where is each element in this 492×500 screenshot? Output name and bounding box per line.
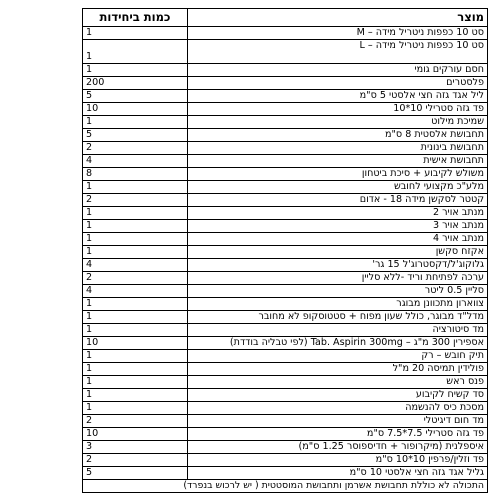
item-cell: תחבושת אישית xyxy=(188,155,488,168)
quantity-cell: 5 xyxy=(83,129,188,142)
quantity-cell: 1 xyxy=(83,363,188,376)
quantity-cell: 1 xyxy=(83,220,188,233)
table-row xyxy=(83,298,488,311)
item-cell: משולש לקיבוע + סיכת ביטחון xyxy=(188,168,488,181)
item-cell: צווארון מתכוונן מבוגר xyxy=(188,298,488,311)
table-row xyxy=(83,311,488,324)
table-row xyxy=(83,285,488,298)
header-quantity: כמות ביחידות xyxy=(83,9,188,27)
quantity-cell: 2 xyxy=(83,454,188,467)
quantity-cell: 10 xyxy=(83,103,188,116)
quantity-cell: 1 xyxy=(83,298,188,311)
quantity-cell: 1 xyxy=(83,311,188,324)
quantity-cell: 5 xyxy=(83,90,188,103)
equipment-sheet xyxy=(82,8,487,493)
table-row xyxy=(83,259,488,272)
item-cell: חסם עורקים גומי xyxy=(188,64,488,77)
footer-note: התכולה לא כוללת תחבושת אשרמן ותחבושת המוסטטית ( יש לרכוש בנפרד) xyxy=(83,480,488,493)
item-cell: פד גזה סטרילי 7.5*7.5 ס"מ xyxy=(188,428,488,441)
quantity-cell: 4 xyxy=(83,285,188,298)
quantity-cell: 1 xyxy=(83,350,188,363)
table-body xyxy=(83,27,488,493)
item-cell: גליל אגד גזה חצי אלסטי 10 ס"מ xyxy=(188,467,488,480)
table-row xyxy=(83,181,488,194)
item-cell: מד חום דיגיטלי xyxy=(188,415,488,428)
item-cell: אקזח סקשן xyxy=(188,246,488,259)
table-row xyxy=(83,246,488,259)
item-cell: ליל אגד גזה חצי אלסטי 5 ס"מ xyxy=(188,90,488,103)
quantity-cell: 1 xyxy=(83,116,188,129)
quantity-cell: 1 xyxy=(83,27,188,40)
item-cell: פד גזה סטרילי 10*10 xyxy=(188,103,488,116)
table-row xyxy=(83,467,488,480)
item-cell: מסכת כיס להנשמה xyxy=(188,402,488,415)
item-cell: אספירין 300 מ"ג – Tab. Aspirin 300mg (לפי טבליה בודדת) xyxy=(188,337,488,350)
item-cell: פלסטרים xyxy=(188,77,488,90)
equipment-table xyxy=(82,8,488,493)
table-row xyxy=(83,337,488,350)
item-cell: תחבושת אלסטית 8 ס"מ xyxy=(188,129,488,142)
quantity-cell: 2 xyxy=(83,142,188,155)
item-cell: סליין 0.5 ליטר xyxy=(188,285,488,298)
quantity-cell: 4 xyxy=(83,259,188,272)
table-row xyxy=(83,363,488,376)
table-row xyxy=(83,103,488,116)
quantity-cell: 2 xyxy=(83,272,188,285)
table-row xyxy=(83,90,488,103)
table-row xyxy=(83,155,488,168)
table-row xyxy=(83,272,488,285)
item-cell: מדל"ד מבוגר, כולל שעון מפוח + סטטוסקופ לא מחובר xyxy=(188,311,488,324)
item-cell: מלע"כ מקצועי לחובש xyxy=(188,181,488,194)
item-cell: פד וזלין/פרפין 10*10 ס"מ xyxy=(188,454,488,467)
quantity-cell: 1 xyxy=(83,233,188,246)
quantity-cell: 1 xyxy=(83,324,188,337)
item-cell: פולידין תמיסה 20 מ"ל xyxy=(188,363,488,376)
quantity-cell: 200 xyxy=(83,77,188,90)
quantity-cell: 1 xyxy=(83,246,188,259)
header-item: מוצר xyxy=(188,9,488,27)
table-row xyxy=(83,441,488,454)
quantity-cell: 1 xyxy=(83,376,188,389)
item-cell: שמיכת מילוט xyxy=(188,116,488,129)
item-cell: קטטר לסקשן מידה 18 - אדום xyxy=(188,194,488,207)
table-row xyxy=(83,233,488,246)
quantity-cell: 1 xyxy=(83,40,188,64)
item-cell: מנתב אויר 2 xyxy=(188,207,488,220)
table-row xyxy=(83,142,488,155)
quantity-cell: 3 xyxy=(83,441,188,454)
table-row xyxy=(83,415,488,428)
table-row xyxy=(83,389,488,402)
quantity-cell: 1 xyxy=(83,181,188,194)
table-row xyxy=(83,428,488,441)
quantity-cell: 8 xyxy=(83,168,188,181)
table-row xyxy=(83,27,488,40)
quantity-cell: 1 xyxy=(83,64,188,77)
item-cell: גלוקוג'ל/דקסטרוג'ל 15 גר' xyxy=(188,259,488,272)
item-cell: מד סיטורציה xyxy=(188,324,488,337)
item-cell: מנתב אויר 3 xyxy=(188,220,488,233)
quantity-cell: 1 xyxy=(83,389,188,402)
table-row xyxy=(83,350,488,363)
quantity-cell: 1 xyxy=(83,402,188,415)
table-row xyxy=(83,64,488,77)
item-cell: תחבושת בינונית xyxy=(188,142,488,155)
item-cell: סט 10 כפפות ניטריל מידה – L xyxy=(188,40,488,64)
item-cell: איספלנית (מיקרופור + חדיספוסר 1.25 ס"מ) xyxy=(188,441,488,454)
table-header-row xyxy=(83,9,488,27)
quantity-cell: 1 xyxy=(83,207,188,220)
quantity-cell: 10 xyxy=(83,428,188,441)
quantity-cell: 5 xyxy=(83,467,188,480)
table-row xyxy=(83,116,488,129)
table-row xyxy=(83,168,488,181)
table-footer-row xyxy=(83,480,488,493)
item-cell: מנתב אויר 4 xyxy=(188,233,488,246)
table-row xyxy=(83,324,488,337)
item-cell: תיק חובש – רק xyxy=(188,350,488,363)
table-row xyxy=(83,194,488,207)
table-row xyxy=(83,402,488,415)
item-cell: פנס ראש xyxy=(188,376,488,389)
table-row xyxy=(83,40,488,64)
item-cell: ערכה לפתיחת וריד -ללא סליין xyxy=(188,272,488,285)
table-row xyxy=(83,220,488,233)
table-row xyxy=(83,376,488,389)
quantity-cell: 2 xyxy=(83,194,188,207)
quantity-cell: 4 xyxy=(83,155,188,168)
item-cell: סד קשיח לקיבוע xyxy=(188,389,488,402)
table-row xyxy=(83,454,488,467)
item-cell: סט 10 כפפות ניטריל מידה – M xyxy=(188,27,488,40)
quantity-cell: 2 xyxy=(83,415,188,428)
table-row xyxy=(83,129,488,142)
table-row xyxy=(83,207,488,220)
quantity-cell: 10 xyxy=(83,337,188,350)
table-row xyxy=(83,77,488,90)
